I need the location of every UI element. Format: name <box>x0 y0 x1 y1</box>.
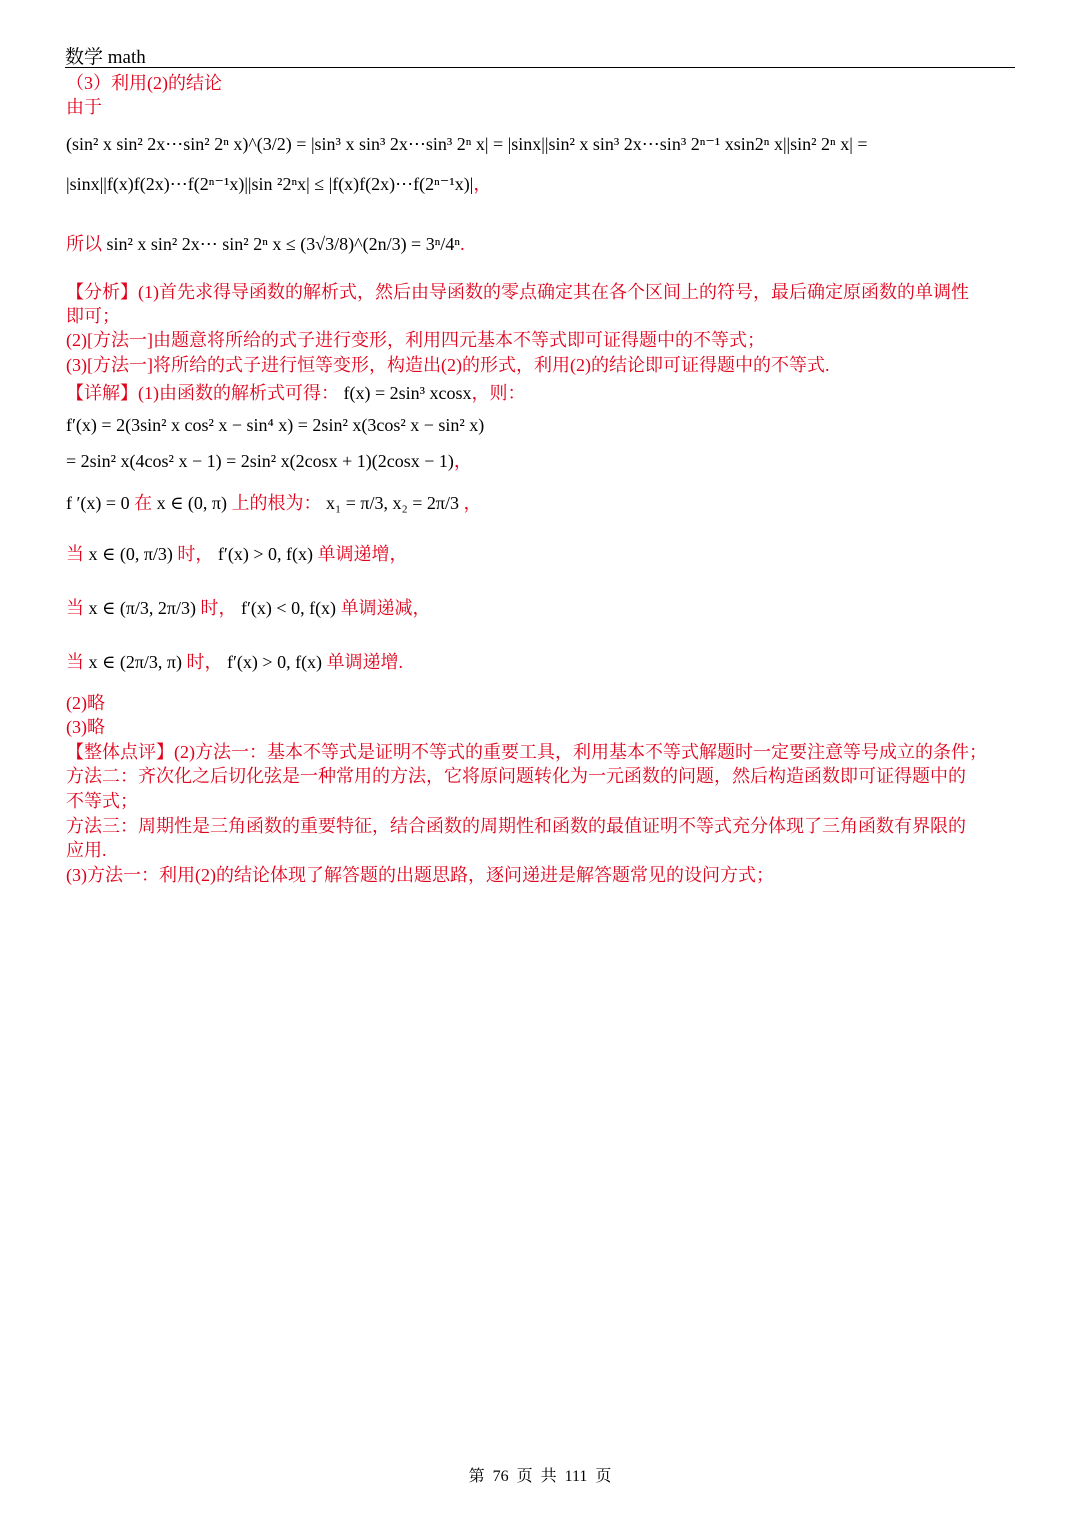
footer-suffix: 页 <box>595 1468 612 1485</box>
interval-1-time: 时， <box>177 544 214 564</box>
interval-3-time: 时， <box>186 652 223 672</box>
derivative-line-2-math: = 2sin² x(4cos² x − 1) = 2sin² x(2cosx + 1)(2cosx − 1) <box>66 451 454 471</box>
review-line-6: (3)方法一：利用(2)的结论体现了解答题的出题思路，逐问递进是解答题常见的设问方式； <box>66 865 774 885</box>
detail-formula: f(x) = 2sin³ xcosx <box>343 383 472 403</box>
interval-1-range: x ∈ (0, π/3) <box>88 544 173 564</box>
equation-line-2-math: |sinx||f(x)f(2x)⋯f(2ⁿ⁻¹x)||sin ²2ⁿx| ≤ |f(x)f(2x)⋯f(2ⁿ⁻¹x)| <box>66 174 474 194</box>
interval-3-result: 单调递增. <box>326 652 404 672</box>
equation-line-2-suffix: ， <box>473 174 492 194</box>
page-footer <box>0 1463 1080 1486</box>
roots-equation: f ′(x) = 0 <box>66 493 130 513</box>
since-text: 由于 <box>66 97 102 117</box>
interval-3-range: x ∈ (2π/3, π) <box>88 652 182 672</box>
detail-prefix: 【详解】(1)由函数的解析式可得： <box>66 383 339 403</box>
interval-3-when: 当 <box>66 652 84 672</box>
review-line-5: 应用. <box>66 840 107 860</box>
derivative-line-2-suffix: ， <box>453 451 472 471</box>
derivative-line-1: f′(x) = 2(3sin² x cos² x − sin⁴ x) = 2sin² x(3cos² x − sin² x) <box>66 415 485 435</box>
interval-2-result: 单调递减， <box>340 598 431 618</box>
equation-line-3-math: sin² x sin² 2x⋯ sin² 2ⁿ x ≤ (3√3/8)^(2n/3) = 3ⁿ/4ⁿ <box>106 234 461 254</box>
part3-omitted: (3)略 <box>66 717 105 737</box>
interval-line-1 <box>66 543 407 565</box>
review-line-2: 方法二：齐次化之后切化弦是一种常用的方法，它将原问题转化为一元函数的问题，然后构造函数即可证得题中的 <box>66 766 966 786</box>
derivative-line-2 <box>66 450 472 472</box>
interval-1-result: 单调递增， <box>317 544 408 564</box>
review-line-4: 方法三：周期性是三角函数的重要特征，结合函数的周期性和函数的最值证明不等式充分体现了三角函数有界限的 <box>66 816 966 836</box>
part2-omitted: (2)略 <box>66 693 105 713</box>
footer-total-pages: 111 <box>564 1468 588 1485</box>
interval-2-range: x ∈ (π/3, 2π/3) <box>88 598 196 618</box>
equation-line-3-suffix: . <box>460 234 465 254</box>
interval-3-condition: f′(x) > 0, f(x) <box>227 652 323 672</box>
analysis-line-2: (2)[方法一]由题意将所给的式子进行变形，利用四元基本不等式即可证得题中的不等式； <box>66 330 765 350</box>
therefore-text: 所以 <box>66 234 102 254</box>
roots-label: 上的根为： <box>231 493 322 513</box>
analysis-line-1: 【分析】(1)首先求得导函数的解析式，然后由导函数的零点确定其在各个区间上的符号，最后确定原函数的单调性 <box>66 282 969 302</box>
header-rule <box>65 67 1015 68</box>
equation-line-2 <box>66 173 491 195</box>
roots-interval: x ∈ (0, π) <box>156 493 227 513</box>
interval-line-3 <box>66 651 403 673</box>
review-line-1: 【整体点评】(2)方法一：基本不等式是证明不等式的重要工具，利用基本不等式解题时一定要注意等号成立的条件； <box>66 742 987 762</box>
footer-total-label: 共 <box>540 1468 557 1485</box>
interval-line-2 <box>66 597 431 619</box>
interval-2-time: 时， <box>200 598 237 618</box>
footer-page-label: 页 <box>516 1468 533 1485</box>
interval-1-when: 当 <box>66 544 84 564</box>
equation-line-1: (sin² x sin² 2x⋯sin² 2ⁿ x)^(3/2) = |sin³ x sin³ 2x⋯sin³ 2ⁿ x| = |sinx||sin² x sin³ 2x⋯sin³ 2ⁿ⁻¹ xsin2ⁿ x||sin² 2ⁿ x| = <box>66 134 868 154</box>
footer-prefix: 第 <box>468 1468 485 1485</box>
equation-line-3 <box>66 233 465 255</box>
detail-line <box>66 382 526 404</box>
interval-2-when: 当 <box>66 598 84 618</box>
page-header-title: 数学 math <box>65 47 146 68</box>
detail-suffix: ，则： <box>471 383 526 403</box>
roots-suffix: ， <box>463 493 482 513</box>
analysis-line-3: (3)[方法一]将所给的式子进行恒等变形，构造出(2)的形式，利用(2)的结论即可证得题中的不等式. <box>66 355 830 375</box>
roots-in-text: 在 <box>134 493 153 513</box>
roots-values: x₁ = π/3, x₂ = 2π/3 <box>325 493 460 513</box>
footer-page-number: 76 <box>492 1468 509 1485</box>
roots-line <box>66 492 482 514</box>
review-line-3: 不等式； <box>66 791 138 811</box>
interval-1-condition: f′(x) > 0, f(x) <box>217 544 313 564</box>
interval-2-condition: f′(x) < 0, f(x) <box>241 598 337 618</box>
part3-heading: （3）利用(2)的结论 <box>66 73 222 93</box>
analysis-line-1b: 即可； <box>66 306 120 326</box>
